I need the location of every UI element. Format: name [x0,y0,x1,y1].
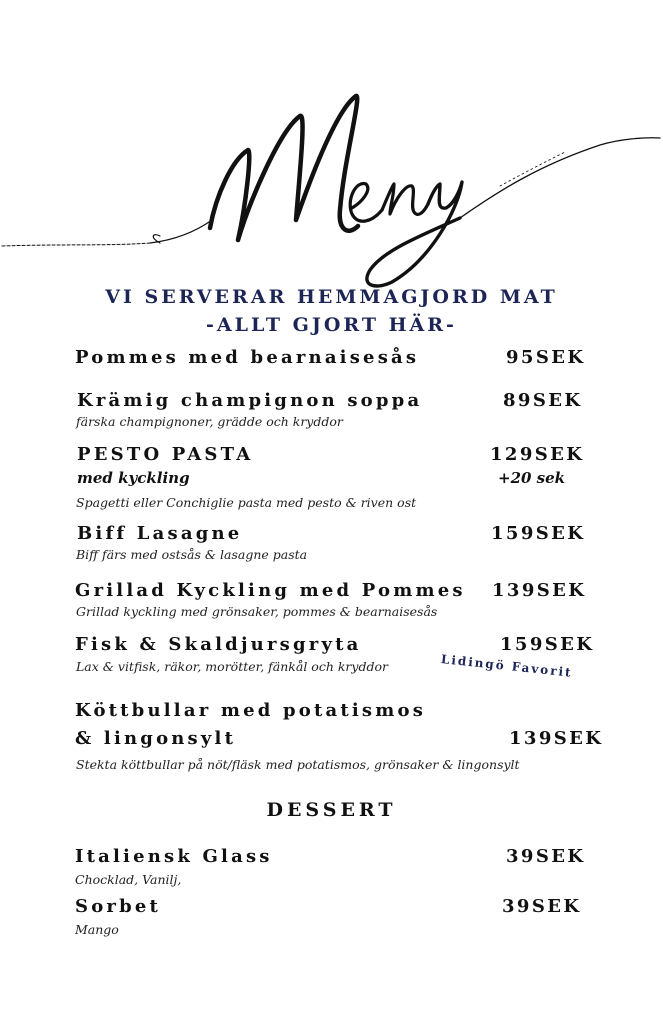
subtitle-line-1: VI SERVERAR HEMMAGJORD MAT [105,286,558,308]
menu-item-price: 129SEK [490,444,585,465]
menu-item-description: Grillad kyckling med grönsaker, pommes & bearnaisesås [76,604,438,619]
dessert-item-name: Sorbet [75,896,162,917]
menu-item-description: Biff färs med ostsås & lasagne pasta [76,547,308,562]
menu-item-name-continued: & lingonsylt [75,728,237,749]
menu-item-name: Biff Lasagne [77,523,243,544]
menu-item-name: Köttbullar med potatismos [75,700,427,721]
dessert-item-description: Chocklad, Vanilj, [75,872,182,887]
menu-item-name: Pommes med bearnaisesås [75,347,420,368]
menu-item-price: 89SEK [503,390,583,411]
menu-item-name: PESTO PASTA [77,444,254,465]
menu-item-price: 139SEK [509,728,604,749]
dessert-item-price: 39SEK [506,846,586,867]
menu-item-description: Lax & vitfisk, räkor, morötter, fänkål och kryddor [76,659,388,674]
favorite-badge: Lidingö Favorit [440,652,574,680]
menu-item-price: 159SEK [491,523,586,544]
subtitle-line-2: -ALLT GJORT HÄR- [206,314,457,336]
dessert-item-price: 39SEK [502,896,582,917]
menu-item-name: Grillad Kyckling med Pommes [75,580,466,601]
menu-item-description: Spagetti eller Conchiglie pasta med pesto & riven ost [76,495,417,510]
menu-item-option-price: +20 sek [498,469,566,487]
menu-item-name: Fisk & Skaldjursgryta [75,634,362,655]
menu-item-price: 139SEK [492,580,587,601]
menu-item-price: 95SEK [506,347,586,368]
dessert-item-name: Italiensk Glass [75,846,273,867]
menu-item-description: färska champignoner, grädde och kryddor [76,414,343,429]
dessert-heading: DESSERT [266,799,397,821]
dessert-item-description: Mango [75,922,119,937]
menu-item-name: Krämig champignon soppa [77,390,423,411]
meny-script-logo [0,0,663,300]
menu-item-price: 159SEK [500,634,595,655]
menu-item-description: Stekta köttbullar på nöt/fläsk med potatismos, grönsaker & lingonsylt [76,757,520,772]
menu-item-option: med kyckling [77,469,190,487]
